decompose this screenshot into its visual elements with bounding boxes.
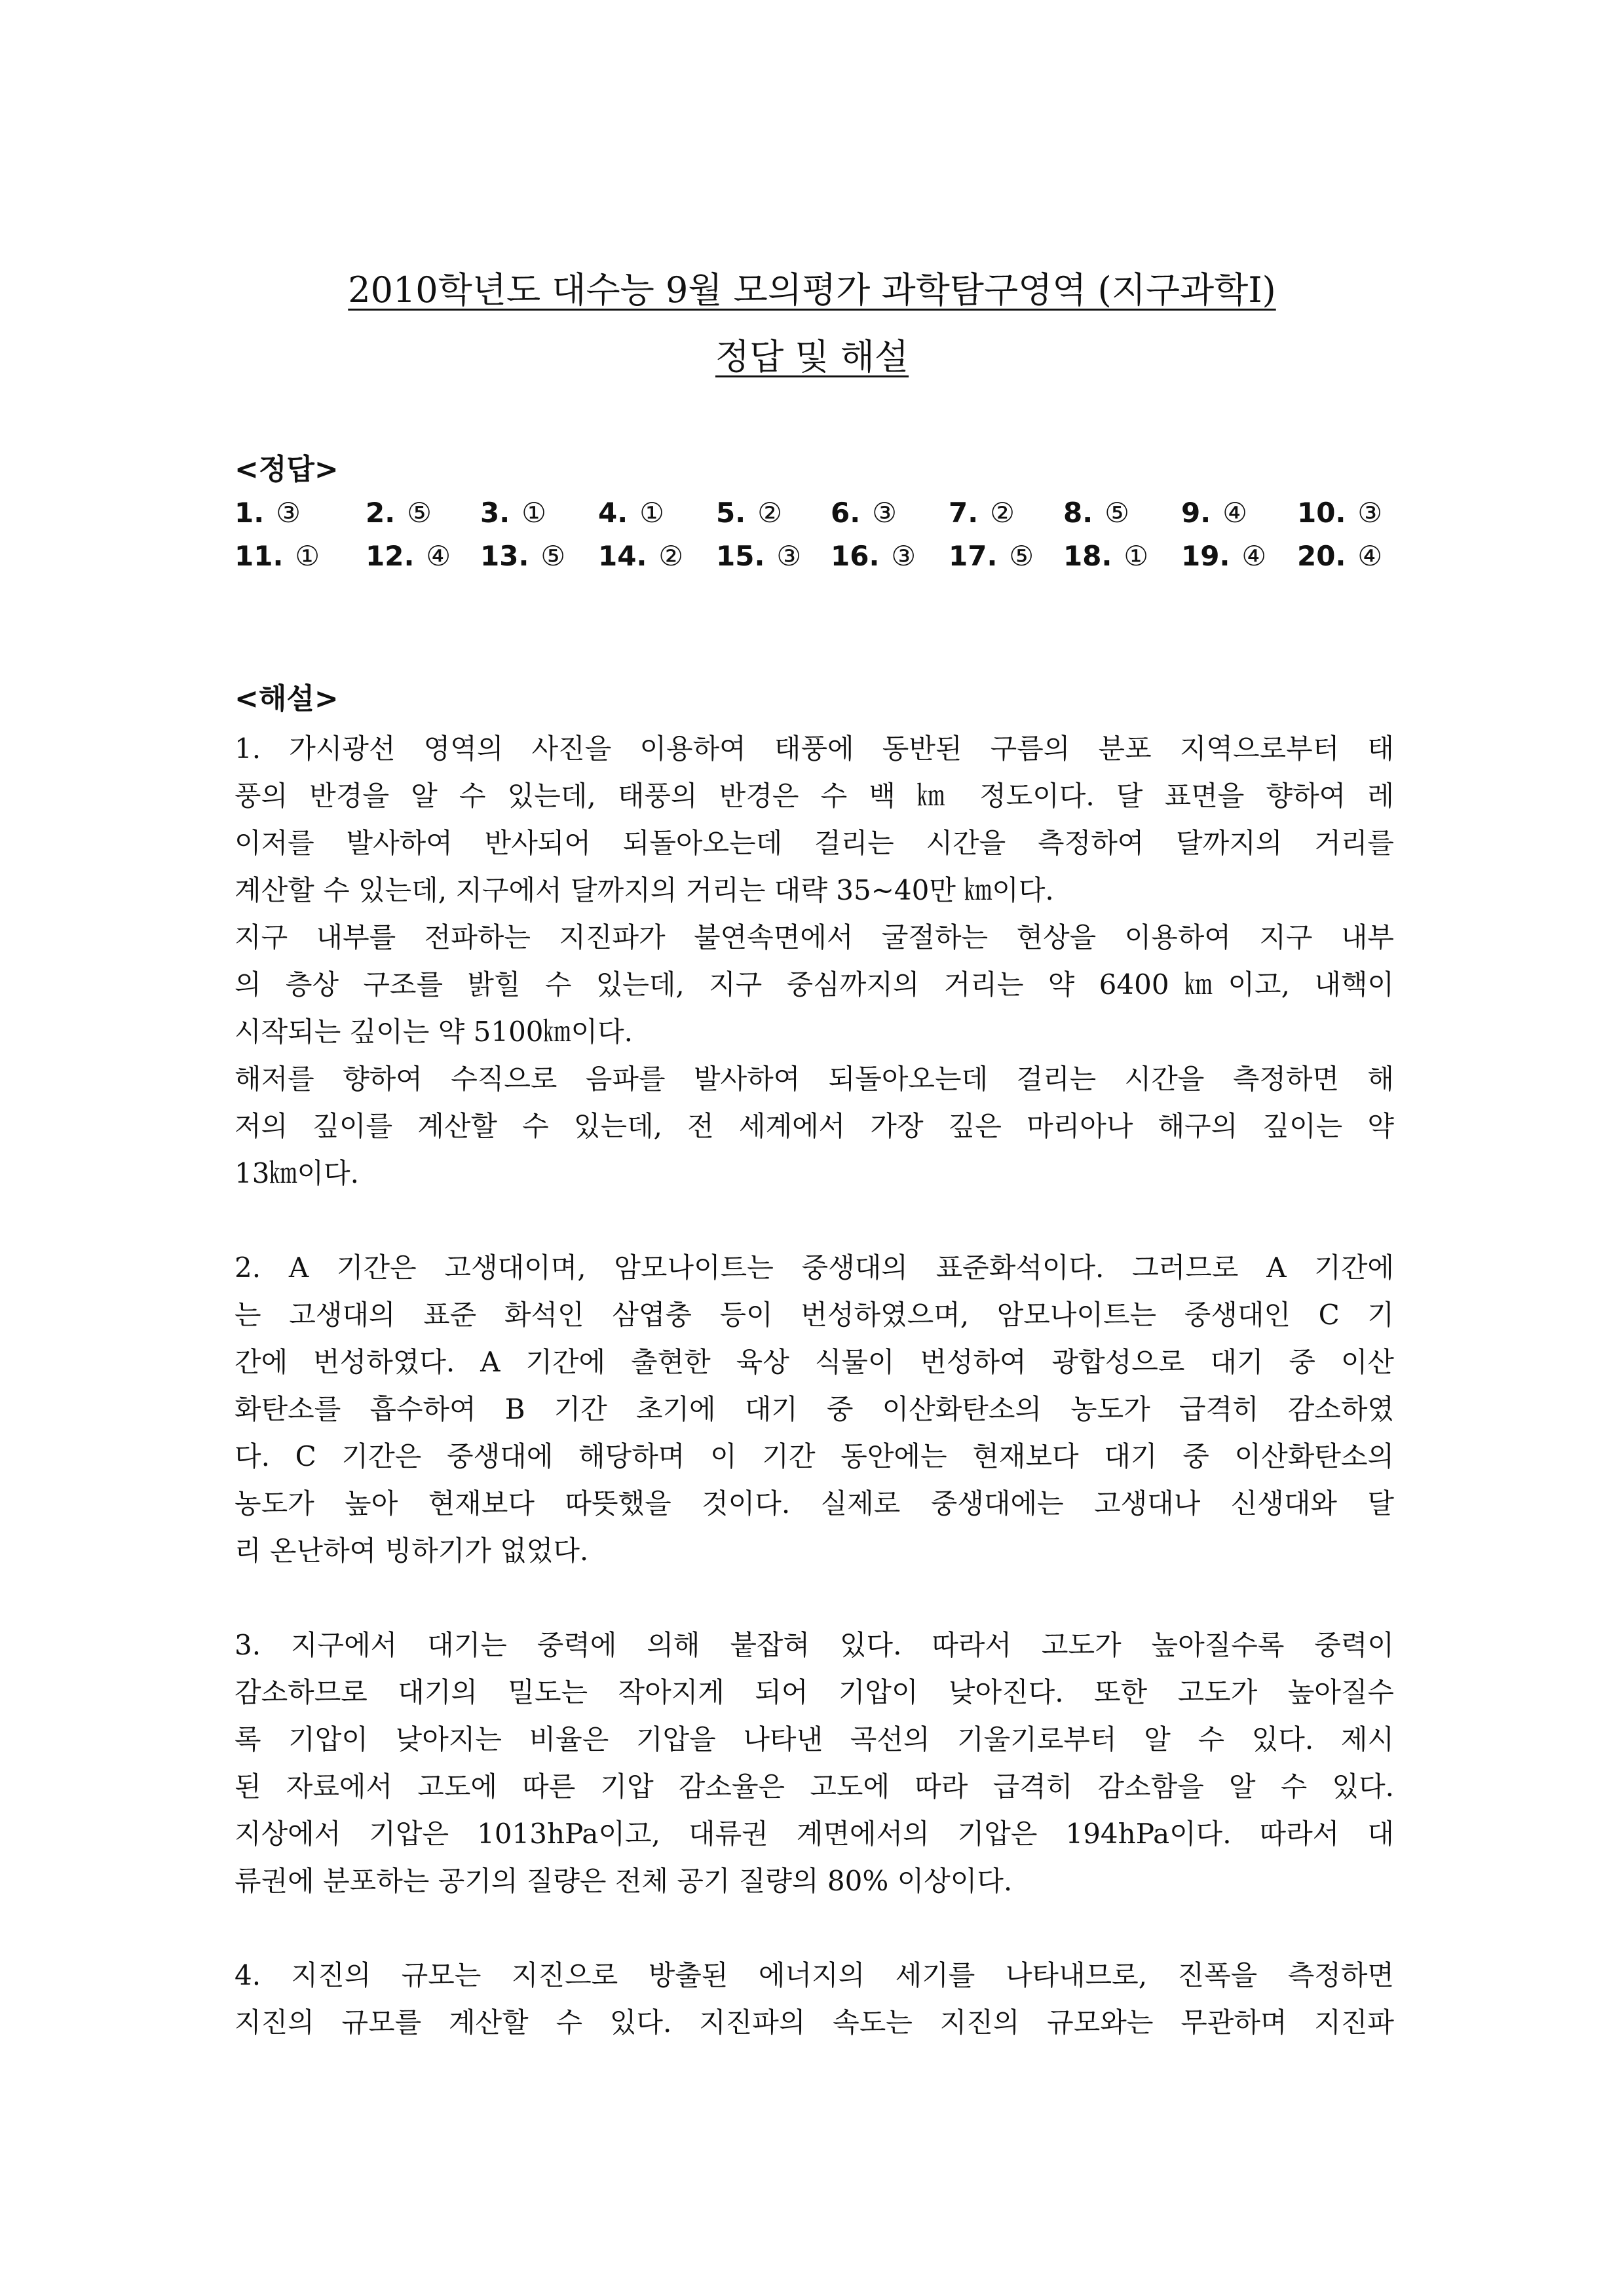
answer-choice: ④ — [426, 540, 451, 572]
explanation-line: 4. 지진의 규모는 지진으로 방출된 에너지의 세기를 나타내므로, 진폭을 측정하면 — [235, 1959, 1394, 1991]
explanation-line: 3. 지구에서 대기는 중력에 의해 붙잡혀 있다. 따라서 고도가 높아질수록 중력이 — [235, 1629, 1394, 1661]
answer-item — [1297, 497, 1382, 529]
explanation-line: 지진의 규모를 계산할 수 있다. 지진파의 속도는 지진의 규모와는 무관하며 지진파 — [235, 2006, 1394, 2038]
answer-choice: ③ — [872, 497, 897, 529]
answer-choice: ⑤ — [1009, 540, 1034, 572]
explanation-2 — [235, 1244, 1394, 1575]
answer-choice: ③ — [276, 497, 301, 529]
answer-number: 3. — [480, 497, 510, 529]
explanation-line: 리 온난하여 빙하기가 없었다. — [235, 1535, 589, 1567]
answer-number: 4. — [598, 497, 628, 529]
explanation-line: 2. A 기간은 고생대이며, 암모나이트는 중생대의 표준화석이다. 그러므로 A 기간에 — [235, 1252, 1394, 1284]
answer-choice: ④ — [1222, 497, 1247, 529]
answer-number: 16. — [831, 540, 880, 572]
answer-item — [598, 540, 683, 572]
explanation-line: 다. C 기간은 중생대에 해당하며 이 기간 동안에는 현재보다 대기 중 이산화탄소의 — [235, 1440, 1394, 1472]
answer-number: 14. — [598, 540, 647, 572]
answer-number: 1. — [235, 497, 265, 529]
answer-choice: ① — [521, 497, 546, 529]
explanation-line: 이저를 발사하여 반사되어 되돌아오는데 걸리는 시간을 측정하여 달까지의 거리를 — [235, 827, 1394, 859]
answer-item — [1297, 540, 1382, 572]
answer-choice: ③ — [1357, 497, 1383, 529]
explanation-line: 의 층상 구조를 밝힐 수 있는데, 지구 중심까지의 거리는 약 6400㎞이고, 내핵이 — [235, 968, 1394, 1001]
explanation-line: 시작되는 깊이는 약 5100㎞이다. — [235, 1016, 633, 1048]
answer-number: 20. — [1297, 540, 1346, 572]
answer-choice: ① — [295, 540, 320, 572]
answer-number: 19. — [1181, 540, 1230, 572]
answers-heading: <정답> — [235, 453, 339, 486]
answer-number: 18. — [1063, 540, 1112, 572]
answer-number: 10. — [1297, 497, 1346, 529]
explanation-3 — [235, 1622, 1394, 1905]
explanation-line: 지구 내부를 전파하는 지진파가 불연속면에서 굴절하는 현상을 이용하여 지구 내부 — [235, 921, 1394, 953]
explanation-line: 저의 깊이를 계산할 수 있는데, 전 세계에서 가장 깊은 마리아나 해구의 깊이는 약 — [235, 1110, 1394, 1142]
answer-row-2 — [235, 540, 1394, 582]
answer-item — [366, 540, 451, 572]
explanation-line: 된 자료에서 고도에 따른 기압 감소율은 고도에 따라 급격히 감소함을 알 수 있다. — [235, 1770, 1394, 1803]
explanation-line: 농도가 높아 현재보다 따뜻했을 것이다. 실제로 중생대에는 고생대나 신생대와 달 — [235, 1487, 1394, 1520]
answer-item — [831, 540, 916, 572]
explanation-line: 1. 가시광선 영역의 사진을 이용하여 태풍에 동반된 구름의 분포 지역으로부터 태 — [235, 733, 1394, 765]
answer-choice: ② — [658, 540, 684, 572]
answer-item — [598, 497, 664, 529]
answer-number: 9. — [1181, 497, 1211, 529]
answer-choice: ③ — [776, 540, 802, 572]
explanation-line: 13㎞이다. — [235, 1157, 359, 1189]
answer-choice: ② — [757, 497, 782, 529]
explanation-line: 는 고생대의 표준 화석인 삼엽충 등이 번성하였으며, 암모나이트는 중생대인 C 기 — [235, 1299, 1394, 1331]
document-title-line2: 정답 및 해설 — [715, 336, 909, 377]
explanation-line: 류권에 분포하는 공기의 질량은 전체 공기 질량의 80% 이상이다. — [235, 1865, 1013, 1897]
explanation-line: 계산할 수 있는데, 지구에서 달까지의 거리는 대략 35~40만 ㎞이다. — [235, 874, 1054, 906]
answer-item — [716, 497, 782, 529]
answer-item — [831, 497, 897, 529]
explanation-line: 지상에서 기압은 1013hPa이고, 대류권 계면에서의 기압은 194hPa이다. 따라서 대 — [235, 1818, 1394, 1850]
answer-item — [480, 540, 565, 572]
answer-number: 15. — [716, 540, 765, 572]
explanation-line: 감소하므로 대기의 밀도는 작아지게 되어 기압이 낮아진다. 또한 고도가 높아질수 — [235, 1676, 1394, 1708]
answer-item — [716, 540, 801, 572]
answer-number: 6. — [831, 497, 861, 529]
answer-number: 11. — [235, 540, 284, 572]
answer-row-1 — [235, 497, 1394, 539]
explanation-line: 록 기압이 낮아지는 비율은 기압을 나타낸 곡선의 기울기로부터 알 수 있다. 제시 — [235, 1723, 1394, 1755]
explanation-1 — [235, 725, 1394, 1197]
explanation-line: 풍의 반경을 알 수 있는데, 태풍의 반경은 수 백 ㎞ 정도이다. 달 표면을 향하여 레 — [235, 780, 1394, 812]
explanation-4 — [235, 1952, 1394, 2046]
answer-item — [1063, 497, 1129, 529]
answer-number: 8. — [1063, 497, 1093, 529]
answer-item — [949, 497, 1015, 529]
answer-item — [480, 497, 546, 529]
answer-choice: ⑤ — [407, 497, 432, 529]
answer-choice: ⑤ — [540, 540, 566, 572]
answer-choice: ① — [1124, 540, 1149, 572]
answer-number: 7. — [949, 497, 979, 529]
answer-number: 2. — [366, 497, 396, 529]
document-title-line1: 2010학년도 대수능 9월 모의평가 과학탐구영역 (지구과학Ⅰ) — [348, 269, 1276, 311]
answer-choice: ④ — [1241, 540, 1267, 572]
answer-number: 5. — [716, 497, 746, 529]
answer-item — [1181, 497, 1247, 529]
answer-choice: ② — [990, 497, 1015, 529]
explanation-line: 해저를 향하여 수직으로 음파를 발사하여 되돌아오는데 걸리는 시간을 측정하면 해 — [235, 1063, 1394, 1095]
answer-number: 13. — [480, 540, 529, 572]
explanation-line: 화탄소를 흡수하여 B 기간 초기에 대기 중 이산화탄소의 농도가 급격히 감소하였 — [235, 1393, 1394, 1425]
answer-choice: ① — [639, 497, 664, 529]
answer-item — [366, 497, 432, 529]
answer-choice: ③ — [891, 540, 916, 572]
answer-item — [1063, 540, 1148, 572]
answer-item — [1181, 540, 1266, 572]
answer-item — [949, 540, 1034, 572]
answer-choice: ⑤ — [1105, 497, 1129, 529]
answer-item — [235, 540, 320, 572]
answer-number: 17. — [949, 540, 998, 572]
answer-number: 12. — [366, 540, 415, 572]
answer-choice: ④ — [1357, 540, 1383, 572]
explanations-heading: <해설> — [235, 682, 339, 716]
explanation-line: 간에 번성하였다. A 기간에 출현한 육상 식물이 번성하여 광합성으로 대기 중 이산 — [235, 1346, 1394, 1378]
answer-item — [235, 497, 301, 529]
